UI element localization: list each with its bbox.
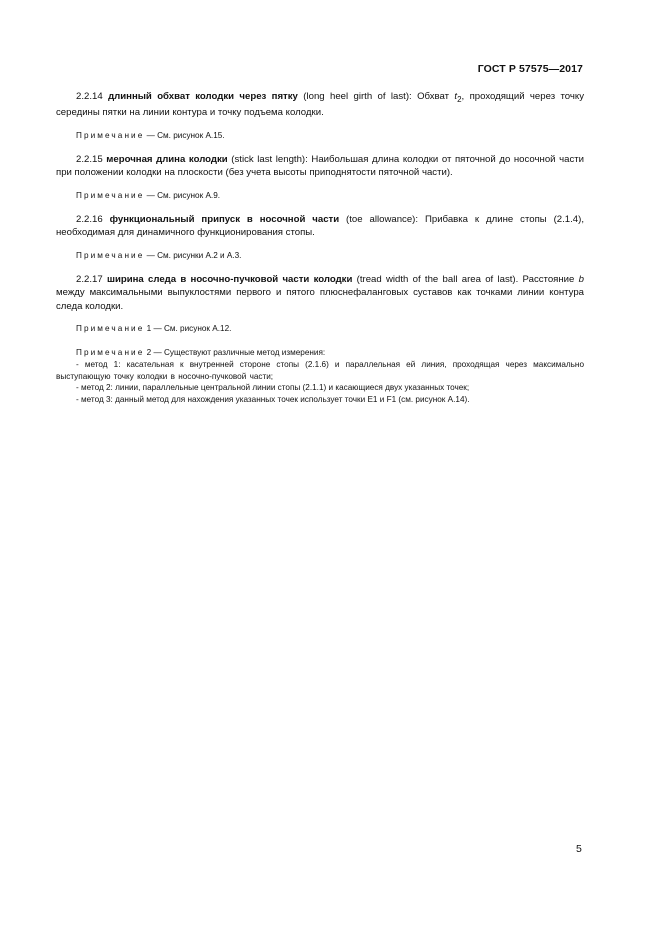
- note-label: Примечание: [76, 130, 145, 140]
- note-2-2-17-2: [56, 347, 584, 359]
- note-text: 2 — Существуют различные метод измерения:: [144, 347, 326, 357]
- term-definition-part: между максимальными выпуклостями первого и пятого плюснефаланговых суставов как точками линии контура следа колодки.: [56, 287, 584, 312]
- method-3: - метод 3: данный метод для нахождения указанных точек использует точки Е1 и F1 (см. рисунок А.14).: [76, 394, 470, 404]
- note-2-2-15: [56, 190, 584, 202]
- term-definition-part: , проходящий через точку середины пятки на линии контура и точку подъема колодки.: [56, 91, 585, 119]
- note-text: — См. рисунок А.15.: [144, 130, 225, 140]
- term-number: 2.2.15: [76, 154, 103, 165]
- method-1: - метод 1: касательная к внутренней стороне стопы (2.1.6) и параллельная ей линия, проходящая через максимально выступающую точку колодки в носочно-пучковой части;: [56, 360, 584, 381]
- note-text: — См. рисунок А.9.: [144, 190, 221, 200]
- term-definition-part: (tread width of the ball area of last). Расстояние: [352, 274, 579, 286]
- note-label: Примечание: [76, 347, 145, 357]
- note-label: Примечание: [76, 324, 145, 334]
- note-2-2-14: [56, 130, 584, 142]
- term-number: 2.2.17: [76, 274, 103, 286]
- document-body: [56, 90, 584, 405]
- term-title: функциональный припуск в носочной части: [109, 214, 340, 226]
- term-title: ширина следа в носочно-пучковой части колодки: [106, 274, 353, 286]
- term-definition-part: (long heel girth of last): Обхват: [297, 91, 455, 102]
- measurement-methods: [56, 359, 584, 405]
- note-text: — См. рисунки А.2 и А.3.: [144, 250, 242, 260]
- term-2-2-17: [56, 273, 584, 313]
- term-2-2-16: [56, 213, 584, 240]
- note-text: 1 — См. рисунок А.12.: [144, 324, 232, 334]
- term-symbol-subscript: 2: [457, 94, 462, 104]
- term-symbol: b: [578, 274, 584, 286]
- note-2-2-17-1: [56, 323, 584, 335]
- term-title: длинный обхват колодки через пятку: [108, 91, 298, 102]
- term-2-2-14: [56, 90, 584, 120]
- note-label: Примечание: [76, 190, 145, 200]
- method-2: - метод 2: линии, параллельные центральной линии стопы (2.1.1) и касающиеся двух указанных точек;: [76, 383, 470, 393]
- term-definition: (toe allowance): Прибавка к длине стопы (2.1.4), необходимая для динамичного функционирования стопы.: [56, 214, 585, 239]
- term-definition: (stick last length): Наибольшая длина колодки от пяточной до носочной части при положении колодки на плоскости (без учета высоты приподнятости пяточной части).: [56, 154, 584, 179]
- document-standard-number: ГОСТ Р 57575—2017: [477, 63, 583, 75]
- note-label: Примечание: [76, 250, 145, 260]
- term-number: 2.2.16: [76, 214, 103, 226]
- term-number: 2.2.14: [76, 91, 103, 102]
- term-2-2-15: [56, 153, 584, 180]
- page-number: 5: [576, 843, 582, 855]
- term-title: мерочная длина колодки: [106, 154, 228, 165]
- note-2-2-16: [56, 250, 584, 262]
- term-symbol: t: [454, 91, 458, 102]
